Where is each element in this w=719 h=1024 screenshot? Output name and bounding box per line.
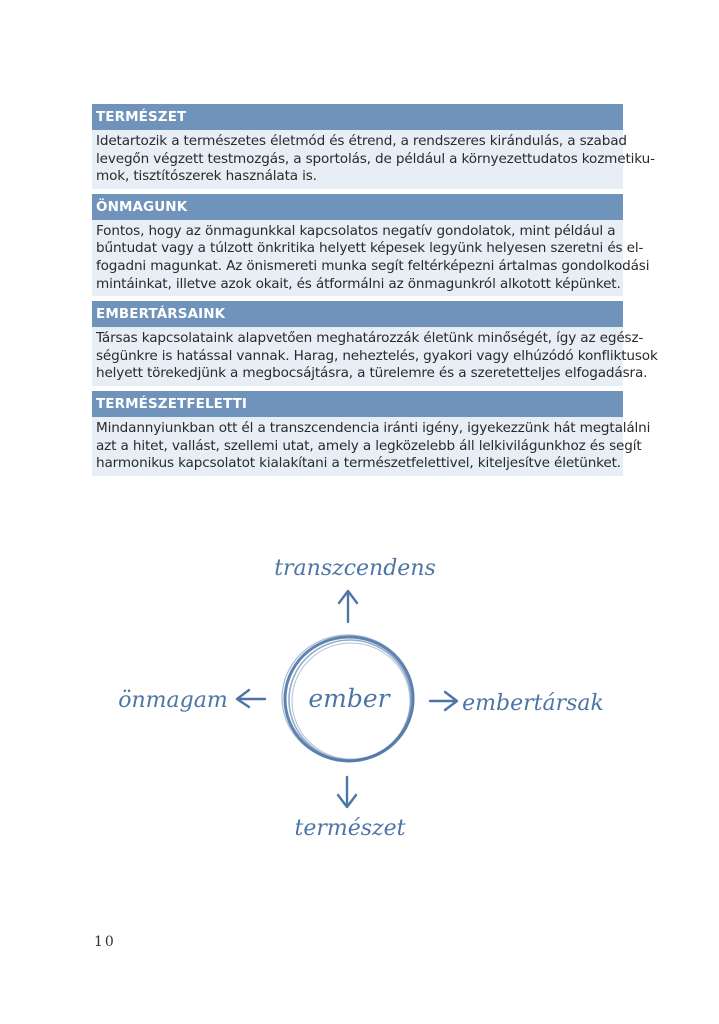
section-termeszet (92, 104, 655, 189)
section-heading: EMBERTÁRSAINK (92, 301, 623, 327)
text-line: ségünkre is hatással vannak. Harag, neheztelés, gyakori vagy elhúzódó konfliktusok (96, 347, 658, 364)
page-number: 10 (94, 934, 116, 950)
text-line: levegőn végzett testmozgás, a sportolás, de például a környezettudatos kozmetiku- (96, 150, 655, 167)
text-line: harmonikus kapcsolatot kialakítani a természetfelettivel, kiteljesítve életünket. (96, 455, 621, 472)
section-heading: ÖNMAGUNK (92, 194, 623, 220)
arrow-right-icon (430, 692, 457, 710)
text-line: fogadni magunkat. Az önismereti munka segít feltérképezni ártalmas gondolkodási (96, 257, 650, 274)
section-body (92, 220, 650, 296)
text-line: Mindannyiunkban ott él a transzcendencia iránti igény, igyekezzünk hát megtalálni (96, 419, 651, 436)
top-label: transzcendens (274, 556, 436, 581)
text-line: Fontos, hogy az önmagunkkal kapcsolatos negatív gondolatok, mint például a (96, 222, 616, 239)
section-heading: TERMÉSZETFELETTI (92, 391, 623, 417)
section-onmagunk (92, 194, 650, 296)
right-label: embertársak (462, 691, 604, 716)
section-embertarsaink (92, 301, 658, 386)
text-line: Társas kapcsolataink alapvetően meghatározzák életünk minőségét, így az egész- (96, 330, 644, 347)
content-sections (92, 104, 658, 481)
arrow-up-icon (339, 591, 357, 622)
arrow-down-icon (338, 777, 356, 807)
section-termeszetfeletti (92, 391, 651, 476)
arrow-left-icon (237, 690, 265, 707)
text-line: mintáinkat, illetve azok okait, és átformálni az önmagunkról alkotott képünket. (96, 275, 621, 292)
text-line: azt a hitet, vallást, szellemi utat, amely a legközelebb áll lelkivilágunkhoz és segít (96, 437, 642, 454)
left-label: önmagam (118, 688, 228, 713)
text-line: mok, tisztítószerek használata is. (96, 168, 317, 185)
section-body (92, 130, 655, 189)
section-body (92, 327, 658, 386)
section-body (92, 417, 651, 476)
text-line: bűntudat vagy a túlzott önkritika helyett képesek legyünk helyesen szeretni és el- (96, 240, 644, 257)
text-line: helyett törekedjünk a megbocsájtásra, a türelemre és a szeretetteljes elfogadásra. (96, 365, 648, 382)
center-label: ember (308, 684, 390, 713)
bottom-label: természet (294, 816, 406, 841)
text-line: Idetartozik a természetes életmód és étrend, a rendszeres kirándulás, a szabad (96, 133, 627, 149)
section-heading: TERMÉSZET (92, 104, 623, 130)
ember-diagram (110, 545, 610, 845)
